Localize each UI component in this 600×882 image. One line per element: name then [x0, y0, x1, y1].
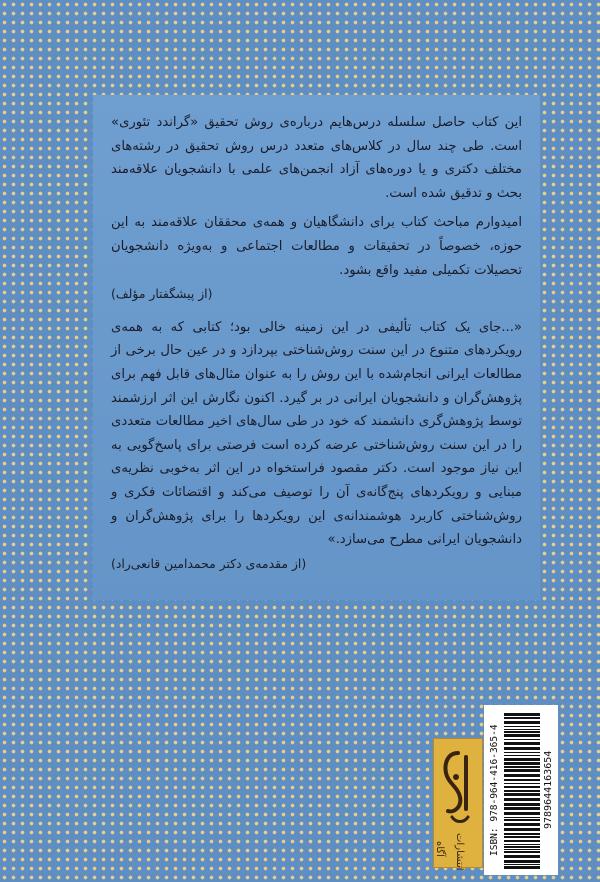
barcode-bar [504, 790, 540, 792]
isbn-text: ISBN: 978-964-416-365-4 [489, 724, 500, 856]
barcode-bar [504, 819, 540, 821]
barcode-bar [504, 823, 540, 826]
barcode-bar [504, 817, 540, 818]
barcode-bar [504, 793, 540, 796]
barcode-bar [504, 779, 540, 781]
barcode-bar [504, 713, 540, 716]
barcode-bar [504, 798, 540, 801]
barcode-bar [504, 774, 540, 777]
barcode-bar [504, 726, 540, 727]
barcode-bar [504, 866, 540, 869]
barcode-bar [504, 812, 540, 815]
publisher-badge [433, 738, 483, 871]
barcode-bar [504, 844, 540, 845]
barcode-bar [504, 766, 540, 768]
barcode-bar [504, 833, 540, 835]
barcode-bar [504, 783, 540, 784]
blurb-paragraph-2 [111, 316, 522, 576]
barcode-bar [504, 717, 540, 719]
barcode-bar [504, 828, 540, 831]
barcode-bar [504, 840, 540, 842]
barcode-bar [504, 758, 540, 761]
barcode-bar [504, 762, 540, 765]
barcode-bar [504, 849, 540, 850]
blurb-paragraph-1 [111, 111, 522, 205]
barcode-bar [504, 769, 540, 772]
barcode-bar [504, 846, 540, 848]
barcode-bar [504, 729, 540, 730]
barcode-bar [504, 860, 540, 863]
barcode-bar [504, 851, 540, 853]
barcode-bar [504, 731, 540, 733]
barcode-bar [504, 742, 540, 745]
barcode-bar [504, 864, 540, 865]
barcode-bar [504, 721, 540, 724]
barcode-bar [504, 752, 540, 753]
barcode-bar [504, 786, 540, 788]
author-preface-citation: (از پیشگفتار مؤلف) [111, 286, 213, 302]
blurb-paragraph-1b-text: امیدوارم مباحث کتاب برای دانشگاهیان و همه‌ی محققان علاقه‌مند به این حوزه، خصوصاً در تحقیقات و مطالعات اجتماعی و به‌ویژه دانشجویان تحصیلات تکمیلی مفید واقع بشود. [111, 215, 522, 278]
blurb-paragraph-1-text: این کتاب حاصل سلسله درس‌هایم درباره‌ی روش تحقیق «گراندد تئوری» است. طی چند سال در کلاس‌های متعدد درس روش تحقیق در رشته‌های مختلف دکتری و یا دوره‌های آزاد انجمن‌های علمی با دانشجویان علاقه‌مند بحث و تدقیق شده است. [111, 115, 522, 201]
ean-number: 9789644163654 [543, 750, 554, 830]
back-cover-blurb [93, 95, 540, 600]
isbn-barcode [484, 705, 558, 875]
introduction-citation: (از مقدمه‌ی دکتر محمدامین قانعی‌راد) [111, 555, 307, 571]
barcode-bar [504, 734, 540, 737]
barcode-bar [504, 836, 540, 838]
barcode-bar [504, 747, 540, 750]
blurb-paragraph-2-text: «...جای یک کتاب تألیفی در این زمینه خالی بود؛ کتابی که به همه‌ی رویکردهای متنوع در این سنت روش‌شناختی بپردازد و در عین حال برخی از مطالعات ایرانی انجام‌شده با این روش را به عنوان مثال‌های قابل فهم برای پژوهش‌گران و دانشجویان ایرانی در بر گیرد. اکنون نگارش این اثر ارزشمند توسط پژوهش‌گری دانشمند که خود در طی سال‌های اخیر مطالعات متعددی را در این سنت روش‌شناختی عرضه کرده است فرصتی برای پاسخ‌گویی به این نیاز موجود است. دکتر مقصود فراستخواه در این اثر به‌خوبی نظریه‌ی مبنایی و رویکردهای پنج‌گانه‌ی آن را توصیف می‌کند و اقتضائات فکری و روش‌شناختی کاربرد هوشمندانه‌ی این رویکردها را برای پژوهش‌گران و دانشجویان ایرانی مطرح می‌سازد.» [111, 319, 522, 548]
publisher-logo-icon [438, 747, 478, 829]
blurb-paragraph-1b [111, 211, 522, 305]
publisher-name: انتشارات آگاه [434, 833, 465, 871]
barcode-bar [504, 803, 540, 806]
barcode-bar [504, 807, 540, 810]
barcode-bar [504, 855, 540, 858]
barcode-bar [504, 739, 540, 740]
barcode-bar [504, 755, 540, 756]
